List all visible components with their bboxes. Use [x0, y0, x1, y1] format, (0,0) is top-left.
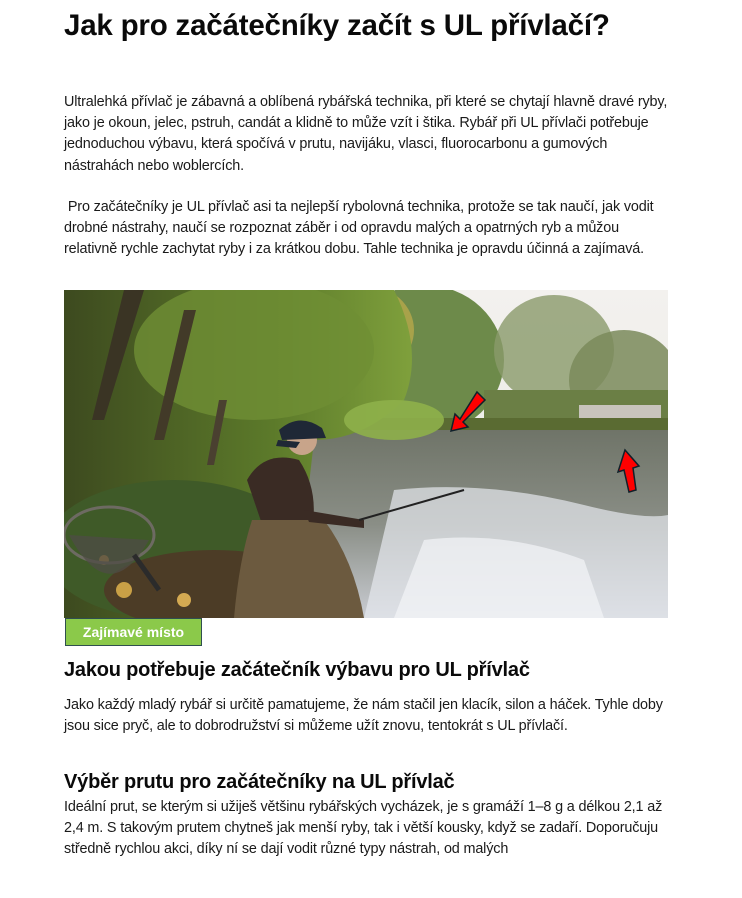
section-heading-rod-choice: Výběr prutu pro začátečníky na UL přívlač: [64, 771, 455, 793]
section-text-rod-choice: Ideální prut, se kterým si užiješ většinu rybářských vycházek, je s gramáží 1–8 g a délkou 2,1 až 2,4 m. S takovým prutem chytneš jak menší ryby, tak i větší kousky, když se zadaří. Doporučuju středně rychlou akci, díky ní se dají vodit různé typy nástrah, od malých: [64, 799, 663, 858]
intro-paragraph: Ultralehká přívlač je zábavná a oblíbená rybářská technika, při které se chytají hlavně dravé ryby, jako je okoun, jelec, pstruh, candát a klidně to může vzít i štika. Rybář při UL přívlači potřebuje jednoduchou výbavu, která spočívá v prutu, navijáku, vlasci, fluorocarbonu a gumových nástrahách nebo woblercích.: [64, 94, 668, 174]
second-paragraph: Pro začátečníky je UL přívlač asi ta nejlepší rybolovná technika, protože se tak naučí, jak vodit drobné nástrahy, naučí se rozpoznat záběr i od opravdu malých a opatrných ryb a můžou relativně rychle zachytat ryby i za krátkou dobu. Tahle technika je opravdu účinná a zajímavá.: [64, 199, 658, 258]
interesting-spot-badge: Zajímavé místo: [65, 618, 202, 646]
section-text-equipment: Jako každý mladý rybář si určitě pamatujeme, že nám stačil jen klacík, silon a háček. Tyhle doby jsou sice pryč, ale to dobrodružství si můžeme užít znovu, tentokrát s UL přívlačí.: [64, 697, 663, 735]
fishing-photo: [64, 290, 668, 618]
section-heading-equipment: Jakou potřebuje začátečník výbavu pro UL přívlač: [64, 659, 530, 681]
article-title: Jak pro začátečníky začít s UL přívlačí?: [64, 9, 610, 42]
